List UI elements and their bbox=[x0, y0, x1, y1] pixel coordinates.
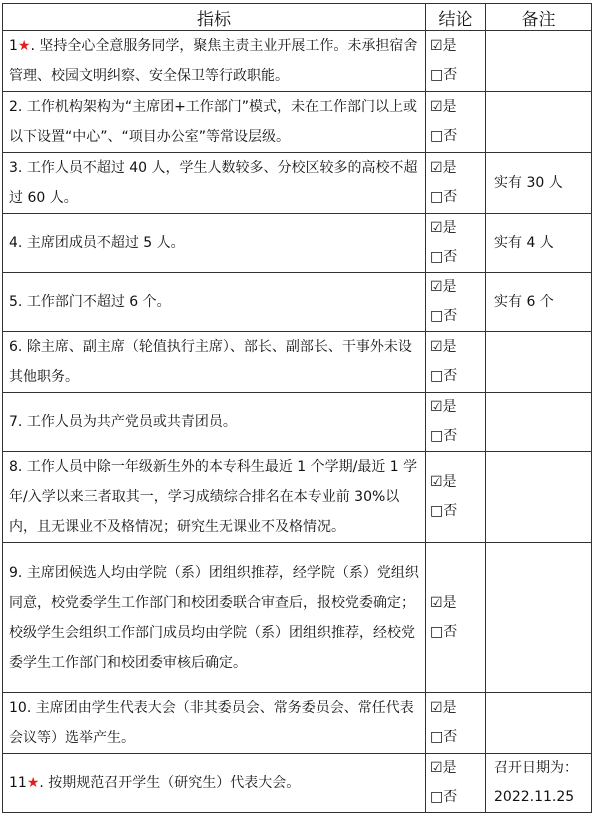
indicator-text: . 主席团成员不超过 5 人。 bbox=[17, 235, 185, 251]
indicator-cell bbox=[3, 31, 426, 92]
indicator-cell bbox=[3, 693, 426, 754]
indicator-text: . 除主席、副主席（轮值执行主席）、部长、副部长、干事外未设其他职务。 bbox=[9, 339, 412, 385]
indicator-cell bbox=[3, 153, 426, 214]
indicator-cell bbox=[3, 92, 426, 153]
remark-cell bbox=[486, 92, 592, 153]
conclusion-cell bbox=[426, 273, 486, 332]
remark-cell bbox=[486, 543, 592, 693]
checkbox-no-unchecked[interactable]: □否 bbox=[430, 128, 458, 144]
conclusion-cell bbox=[426, 693, 486, 754]
checkbox-no-unchecked[interactable]: □否 bbox=[430, 503, 458, 519]
conclusion-cell bbox=[426, 452, 486, 543]
indicator-text: . 主席团候选人均由学院（系）团组织推荐，经学院（系）党组织同意，校党委学生工作部门和校团委联合审查后，报校党委确定；校级学生会组织工作部门成员均由学院（系）团组织推荐，经校党委学生工作部门和校团委审核后确定。 bbox=[9, 564, 419, 671]
conclusion-cell bbox=[426, 92, 486, 153]
indicator-number: 7 bbox=[9, 414, 18, 430]
indicator-number: 11 bbox=[9, 775, 27, 791]
header-indicator: 指标 bbox=[3, 4, 426, 31]
indicator-text: . 工作机构架构为“主席团+工作部门”模式，未在工作部门以上或以下设置“中心”、“项目办公室”等常设层级。 bbox=[9, 99, 418, 145]
header-remark: 备注 bbox=[486, 4, 592, 31]
indicator-number: 4 bbox=[9, 235, 18, 251]
indicator-text: . 工作人员中除一年级新生外的本专科生最近 1 个学期/最近 1 学年/入学以来三者取其一，学习成绩综合排名在本专业前 30%以内，且无课业不及格情况；研究生无课业不及格情况。 bbox=[9, 459, 418, 535]
indicator-number: 10 bbox=[9, 700, 27, 716]
indicator-cell bbox=[3, 273, 426, 332]
remark-cell bbox=[486, 452, 592, 543]
indicator-text: . 工作人员不超过 40 人，学生人数较多、分校区较多的高校不超过 60 人。 bbox=[9, 160, 418, 206]
indicator-text: . 工作部门不超过 6 个。 bbox=[17, 294, 171, 310]
checkbox-no-unchecked[interactable]: □否 bbox=[430, 189, 458, 205]
indicator-text: . 按期规范召开学生（研究生）代表大会。 bbox=[39, 775, 301, 791]
remark-cell: 实有 30 人 bbox=[486, 153, 592, 214]
conclusion-cell bbox=[426, 153, 486, 214]
checkbox-no-unchecked[interactable]: □否 bbox=[430, 368, 458, 384]
checkbox-yes-checked[interactable]: ☑是 bbox=[430, 700, 457, 716]
checkbox-no-unchecked[interactable]: □否 bbox=[430, 67, 458, 83]
remark-cell: 实有 6 个 bbox=[486, 273, 592, 332]
indicator-cell bbox=[3, 754, 426, 813]
indicator-cell bbox=[3, 332, 426, 393]
checkbox-yes-checked[interactable]: ☑是 bbox=[430, 220, 457, 236]
star-icon: ★ bbox=[26, 775, 40, 791]
indicator-number: 2 bbox=[9, 99, 18, 115]
indicator-cell bbox=[3, 543, 426, 693]
star-icon: ★ bbox=[17, 38, 31, 54]
remark-cell bbox=[486, 332, 592, 393]
checkbox-no-unchecked[interactable]: □否 bbox=[430, 308, 458, 324]
indicator-text: . 坚持全心全意服务同学，聚焦主责主业开展工作。未承担宿舍管理、校园文明纠察、安全保卫等行政职能。 bbox=[9, 38, 418, 84]
remark-cell: 实有 4 人 bbox=[486, 214, 592, 273]
checkbox-yes-checked[interactable]: ☑是 bbox=[430, 399, 457, 415]
table-row bbox=[3, 754, 592, 813]
checkbox-yes-checked[interactable]: ☑是 bbox=[430, 594, 457, 611]
checkbox-no-unchecked[interactable]: □否 bbox=[430, 249, 458, 265]
remark-cell bbox=[486, 31, 592, 92]
table-row bbox=[3, 273, 592, 332]
indicator-number: 5 bbox=[9, 294, 18, 310]
checkbox-no-unchecked[interactable]: □否 bbox=[430, 428, 458, 444]
conclusion-cell bbox=[426, 543, 486, 693]
indicator-cell bbox=[3, 452, 426, 543]
remark-cell bbox=[486, 693, 592, 754]
indicator-number: 8 bbox=[9, 459, 18, 475]
indicator-number: 3 bbox=[9, 160, 18, 176]
indicator-text: . 工作人员为共产党员或共青团员。 bbox=[17, 414, 237, 430]
table-row bbox=[3, 693, 592, 754]
checkbox-yes-checked[interactable]: ☑是 bbox=[430, 99, 457, 115]
checkbox-yes-checked[interactable]: ☑是 bbox=[430, 160, 457, 176]
indicator-number: 1 bbox=[9, 38, 18, 54]
checkbox-yes-checked[interactable]: ☑是 bbox=[430, 760, 457, 776]
checkbox-yes-checked[interactable]: ☑是 bbox=[430, 38, 457, 54]
checkbox-yes-checked[interactable]: ☑是 bbox=[430, 339, 457, 355]
remark-cell: 召开日期为：2022.11.25 bbox=[486, 754, 592, 813]
table-row bbox=[3, 452, 592, 543]
table-row bbox=[3, 543, 592, 693]
table-row bbox=[3, 332, 592, 393]
evaluation-table bbox=[2, 3, 592, 813]
header-conclusion: 结论 bbox=[426, 4, 486, 31]
conclusion-cell bbox=[426, 214, 486, 273]
indicator-number: 9 bbox=[9, 564, 18, 581]
conclusion-cell bbox=[426, 393, 486, 452]
conclusion-cell bbox=[426, 754, 486, 813]
indicator-cell bbox=[3, 214, 426, 273]
table-row bbox=[3, 393, 592, 452]
table-row bbox=[3, 92, 592, 153]
table-row bbox=[3, 31, 592, 92]
table-row bbox=[3, 214, 592, 273]
checkbox-yes-checked[interactable]: ☑是 bbox=[430, 474, 457, 490]
conclusion-cell bbox=[426, 31, 486, 92]
checkbox-yes-checked[interactable]: ☑是 bbox=[430, 279, 457, 295]
checkbox-no-unchecked[interactable]: □否 bbox=[430, 623, 458, 640]
indicator-cell bbox=[3, 393, 426, 452]
checkbox-no-unchecked[interactable]: □否 bbox=[430, 789, 458, 805]
indicator-number: 6 bbox=[9, 339, 18, 355]
checkbox-no-unchecked[interactable]: □否 bbox=[430, 729, 458, 745]
table-row bbox=[3, 153, 592, 214]
remark-cell bbox=[486, 393, 592, 452]
conclusion-cell bbox=[426, 332, 486, 393]
indicator-text: . 主席团由学生代表大会（非其委员会、常务委员会、常任代表会议等）选举产生。 bbox=[9, 700, 414, 746]
header-row bbox=[3, 4, 592, 31]
